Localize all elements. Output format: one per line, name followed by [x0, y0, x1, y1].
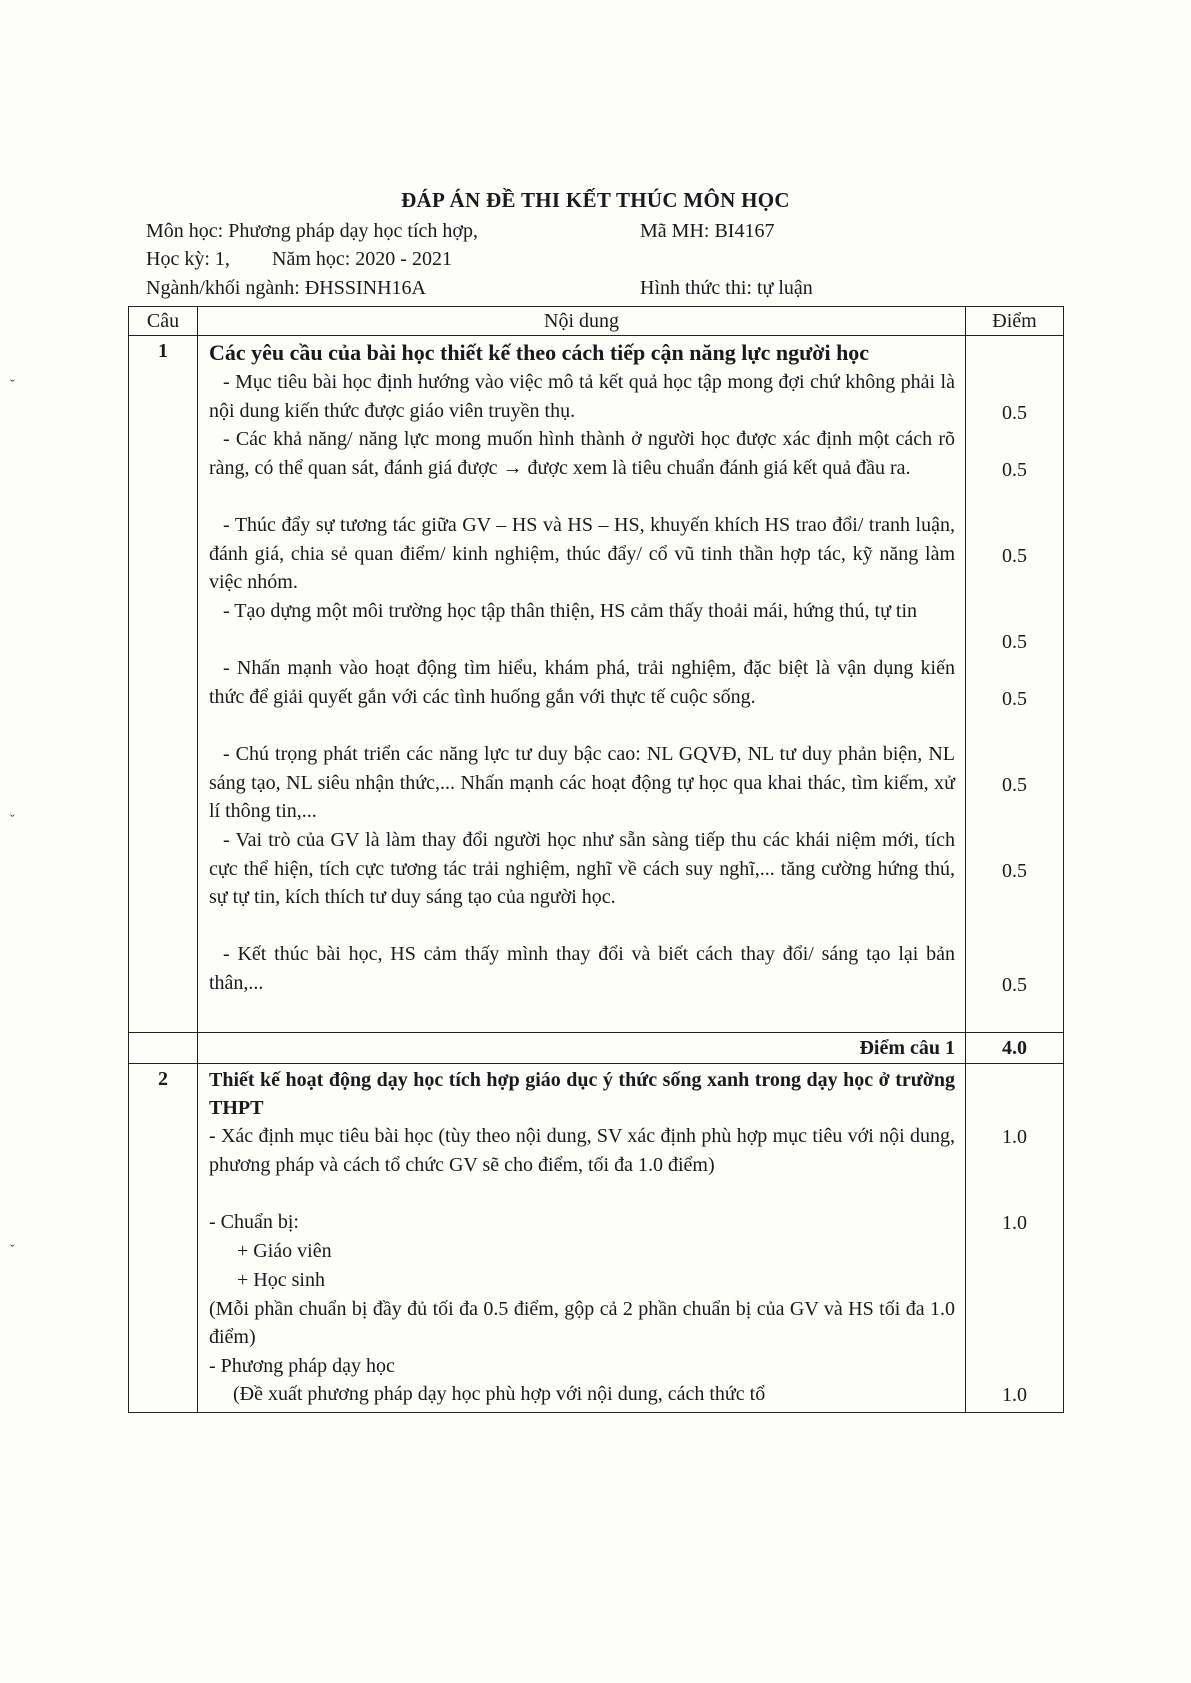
total-score: 4.0 — [966, 1033, 1064, 1064]
question-content — [198, 1064, 966, 1413]
item-score: 0.5 — [1002, 974, 1027, 996]
answer-item: - Các khả năng/ năng lực mong muốn hình thành ở người học được xác định một cách rõ ràng, có thể quan sát, đánh giá được → được xem là tiêu chuẩn đánh giá kết quả đầu ra. — [209, 428, 955, 479]
header-score: Điểm — [966, 307, 1064, 336]
item-score: 0.5 — [1002, 545, 1027, 567]
question-content — [198, 336, 966, 1033]
header-content: Nội dung — [198, 307, 966, 336]
item-score: 0.5 — [1002, 774, 1027, 796]
header-question: Câu — [129, 307, 198, 336]
item-score: 0.5 — [1002, 688, 1027, 710]
question-number: 2 — [129, 1064, 198, 1413]
question-1-total-row — [129, 1033, 1064, 1064]
major-label: Ngành/khối ngành: ĐHSSINH16A — [146, 277, 426, 299]
answer-item: - Kết thúc bài học, HS cảm thấy mình thay đổi và biết cách thay đổi/ sáng tạo lại bản thân,... — [209, 943, 955, 994]
exam-form-label: Hình thức thi: tự luận — [640, 277, 813, 299]
answer-item: - Phương pháp dạy học — [209, 1354, 395, 1377]
answer-table — [128, 306, 1064, 1413]
page-title: ĐÁP ÁN ĐỀ THI KẾT THÚC MÔN HỌC — [401, 188, 790, 212]
answer-item: - Xác định mục tiêu bài học (tùy theo nội dung, SV xác định phù hợp mục tiêu với nội dung, phương pháp và cách tổ chức GV sẽ cho điểm, tối đa 1.0 điểm) — [209, 1125, 955, 1176]
scan-mark: ˇ — [10, 1243, 15, 1258]
answer-item: - Vai trò của GV là làm thay đổi người học như sẵn sàng tiếp thu các khái niệm mới, tích cực thể hiện, tích cực tương tác trải nghiệm, nghĩ về cách suy nghĩ,... tăng cường hứng thú, sự tự tin, kích thích tư duy sáng tạo của người học. — [209, 829, 955, 908]
question-number: 1 — [129, 336, 198, 1033]
answer-item: - Chú trọng phát triển các năng lực tư duy bậc cao: NL GQVĐ, NL tư duy phản biện, NL sáng tạo, NL siêu nhận thức,... Nhấn mạnh các hoạt động tự học qua khai thác, tìm kiếm, xử lí thông tin,... — [209, 743, 955, 822]
question-2-row — [129, 1064, 1064, 1413]
score-column — [966, 1064, 1064, 1413]
method-note: (Đề xuất phương pháp dạy học phù hợp với nội dung, cách thức tổ — [233, 1383, 766, 1405]
item-score: 0.5 — [1002, 631, 1027, 653]
answer-item: - Chuẩn bị: — [209, 1211, 299, 1233]
answer-item: - Thúc đẩy sự tương tác giữa GV – HS và HS – HS, khuyến khích HS trao đổi/ tranh luận, đánh giá, chia sẻ quan điểm/ kinh nghiệm, thúc đẩy/ cổ vũ tinh thần hợp tác, kỹ năng làm việc nhóm. — [209, 514, 955, 593]
answer-item: - Mục tiêu bài học định hướng vào việc mô tả kết quả học tập mong đợi chứ không phải là nội dung kiến thức được giáo viên truyền thụ. — [209, 371, 955, 422]
empty-cell — [129, 1033, 198, 1064]
item-score: 0.5 — [1002, 459, 1027, 481]
item-score: 1.0 — [1002, 1212, 1027, 1234]
item-score: 0.5 — [1002, 860, 1027, 882]
prep-note: (Mỗi phần chuẩn bị đầy đủ tối đa 0.5 điểm, gộp cả 2 phần chuẩn bị của GV và HS tối đa 1.0 điểm) — [209, 1297, 955, 1348]
answer-item: - Nhấn mạnh vào hoạt động tìm hiểu, khám phá, trải nghiệm, đặc biệt là vận dụng kiến thức để giải quyết gắn với các tình huống gắn với thực tế cuộc sống. — [209, 657, 955, 708]
answer-item: - Tạo dựng một môi trường học tập thân thiện, HS cảm thấy thoải mái, hứng thú, tự tin — [223, 600, 918, 622]
item-score: 1.0 — [1002, 1384, 1027, 1406]
subject-label: Môn học: Phương pháp dạy học tích hợp, — [146, 220, 478, 242]
score-column — [966, 336, 1064, 1033]
item-score: 1.0 — [1002, 1126, 1027, 1148]
subject-code: Mã MH: BI4167 — [640, 220, 775, 242]
table-header-row — [129, 307, 1064, 336]
scan-mark: ˇ — [10, 813, 15, 828]
prep-student: + Học sinh — [237, 1268, 325, 1291]
item-score: 0.5 — [1002, 402, 1027, 424]
prep-teacher: + Giáo viên — [237, 1239, 332, 1262]
question-heading: Các yêu cầu của bài học thiết kế theo cách tiếp cận năng lực người học — [209, 340, 870, 365]
question-heading: Thiết kế hoạt động dạy học tích hợp giáo dục ý thức sống xanh trong dạy học ở trường THPT — [209, 1069, 955, 1119]
scan-mark: ˇ — [10, 378, 15, 393]
question-1-row — [129, 336, 1064, 1033]
term-label: Học kỳ: 1, — [146, 248, 230, 270]
total-label: Điểm câu 1 — [198, 1033, 966, 1064]
year-label: Năm học: 2020 - 2021 — [272, 248, 452, 270]
